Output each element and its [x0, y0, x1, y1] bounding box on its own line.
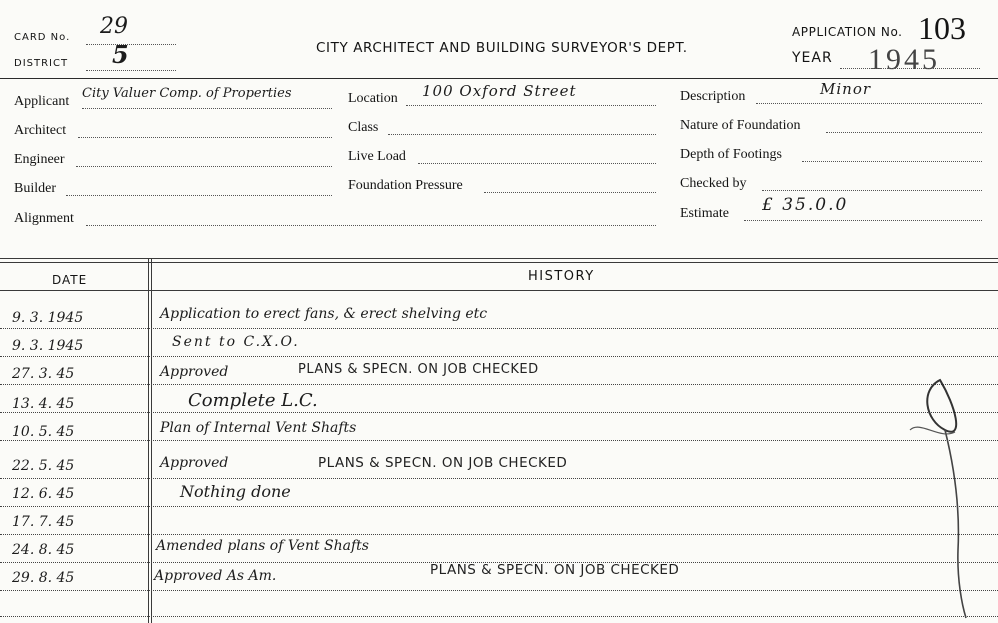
history-row-date: 10. 5. 45	[12, 424, 75, 440]
history-row-entry: Approved	[160, 364, 229, 380]
history-row-date: 27. 3. 45	[12, 366, 75, 382]
description-value: Minor	[820, 80, 872, 98]
application-number-value: 103	[918, 10, 966, 46]
department-title: CITY ARCHITECT AND BUILDING SURVEYOR'S DEPT.	[316, 40, 688, 56]
approval-stamp: PLANS & SPECN. ON JOB CHECKED	[318, 455, 568, 471]
year-label: YEAR	[792, 50, 833, 66]
history-row-date: 12. 6. 45	[12, 486, 75, 502]
history-row-entry: Approved	[160, 455, 229, 471]
history-row-entry: Nothing done	[180, 482, 291, 501]
history-row-date: 24. 8. 45	[12, 542, 75, 558]
history-row-entry: Approved As Am.	[154, 568, 277, 584]
card-number-value: 29	[100, 14, 128, 39]
history-row-date: 13. 4. 45	[12, 396, 75, 412]
engineer-label: Engineer	[14, 152, 65, 167]
history-row-date: 22. 5. 45	[12, 458, 75, 474]
history-row-entry: Application to erect fans, & erect shelving etc	[160, 306, 488, 322]
ink-stain-mark	[900, 370, 980, 620]
applicant-label: Applicant	[14, 94, 70, 109]
district-value: 5	[112, 40, 129, 69]
history-row-date: 29. 8. 45	[12, 570, 75, 586]
nature-of-foundation-label: Nature of Foundation	[680, 118, 801, 133]
district-label: DISTRICT	[14, 58, 69, 69]
card-number-label: CARD No.	[14, 32, 71, 43]
history-row-entry: Plan of Internal Vent Shafts	[160, 420, 357, 436]
date-column-header: DATE	[52, 273, 88, 287]
history-row-entry: Amended plans of Vent Shafts	[156, 538, 369, 554]
applicant-value: City Valuer Comp. of Properties	[82, 86, 292, 101]
depth-of-footings-label: Depth of Footings	[680, 147, 782, 162]
history-column-header: HISTORY	[528, 269, 595, 284]
alignment-label: Alignment	[14, 211, 74, 226]
approval-stamp: PLANS & SPECN. ON JOB CHECKED	[298, 362, 539, 377]
builder-label: Builder	[14, 181, 56, 196]
estimate-label: Estimate	[680, 206, 729, 221]
approval-stamp: PLANS & SPECN. ON JOB CHECKED	[430, 562, 680, 578]
history-row-date: 9. 3. 1945	[12, 338, 84, 354]
foundation-pressure-label: Foundation Pressure	[348, 178, 463, 193]
history-row-date: 17. 7. 45	[12, 514, 75, 530]
year-value: 1945	[868, 43, 940, 76]
history-row-entry: Complete L.C.	[188, 390, 318, 411]
architect-label: Architect	[14, 123, 67, 138]
live-load-label: Live Load	[348, 149, 406, 164]
estimate-value: £ 35.0.0	[762, 195, 849, 215]
application-number-label: APPLICATION No.	[792, 25, 903, 39]
history-row-entry: Sent to C.X.O.	[172, 334, 300, 350]
class-label: Class	[348, 120, 379, 135]
history-row-date: 9. 3. 1945	[12, 310, 84, 326]
location-value: 100 Oxford Street	[422, 82, 577, 100]
checked-by-label: Checked by	[680, 176, 747, 191]
description-label: Description	[680, 89, 746, 104]
location-label: Location	[348, 91, 398, 106]
